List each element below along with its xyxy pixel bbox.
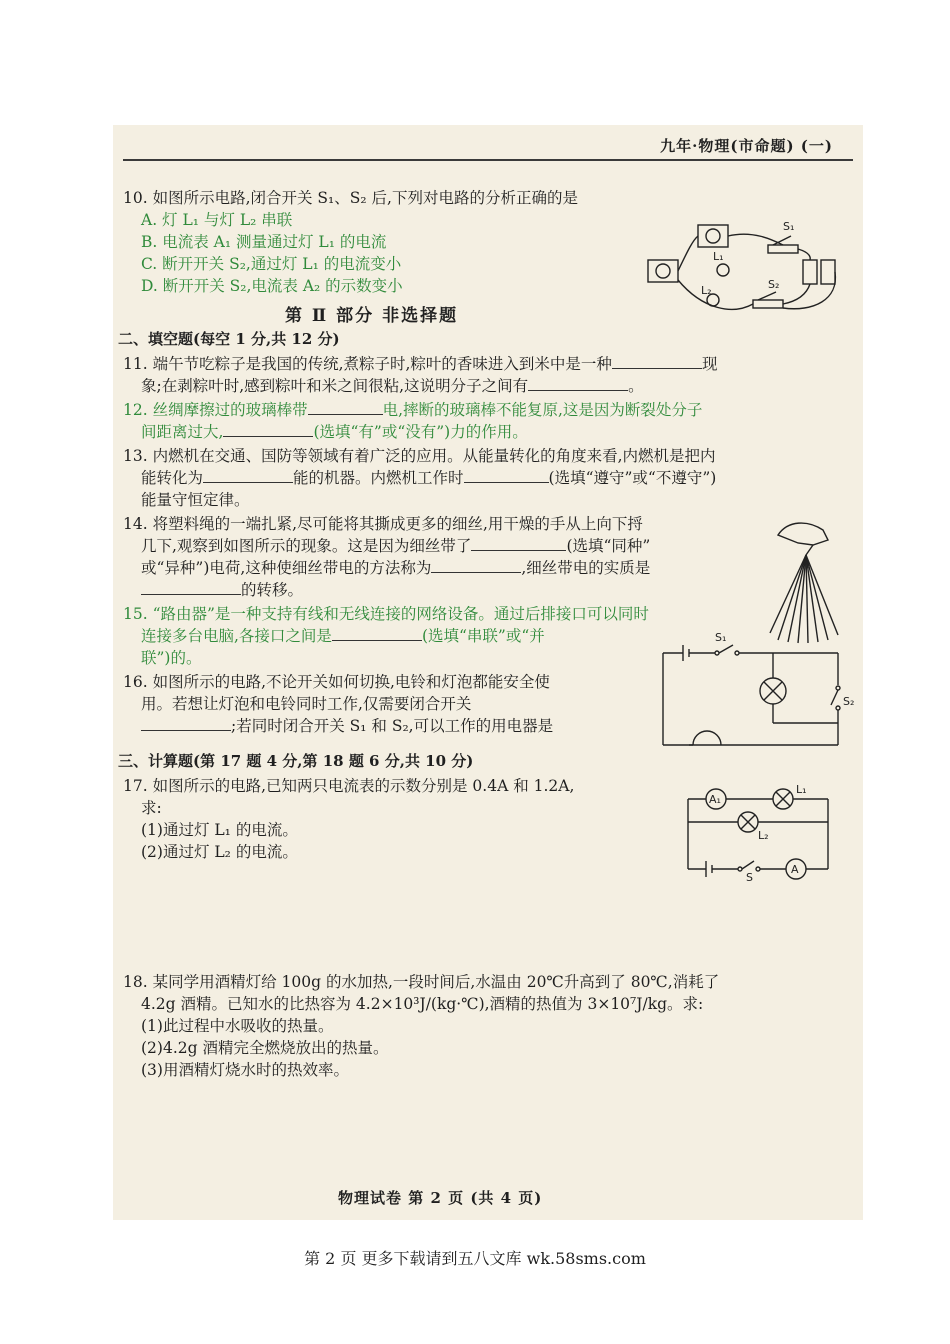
q13-line3: 能量守恒定律。 xyxy=(141,491,250,509)
q12-line2 xyxy=(141,421,528,443)
q12-line2a: 间距离过大, xyxy=(141,423,224,441)
q13-line2b: 能的机器。内燃机工作时 xyxy=(293,469,464,487)
q16-s2-label: S₂ xyxy=(843,695,855,708)
q12-blank-1 xyxy=(308,400,383,415)
q16-line3 xyxy=(141,715,553,737)
q14-blank-1 xyxy=(471,536,566,551)
q17-a1-label: A₁ xyxy=(709,793,721,806)
q18-sub1: (1)此过程中水吸收的热量。 xyxy=(141,1017,334,1035)
q17-a-label: A xyxy=(791,863,799,876)
section2-title: 二、填空题(每空 1 分,共 12 分) xyxy=(118,330,340,348)
q10-option-c: C. 断开开关 S₂,通过灯 L₁ 的电流变小 xyxy=(141,255,402,273)
page-footer: 物理试卷 第 2 页 (共 4 页) xyxy=(338,1189,543,1207)
header-rule xyxy=(123,159,853,161)
q10-option-d: D. 断开开关 S₂,电流表 A₂ 的示数变小 xyxy=(141,277,403,295)
q10-l2-label: L₂ xyxy=(701,284,712,297)
q15-line2 xyxy=(141,625,545,647)
q17-l1-label: L₁ xyxy=(796,783,807,796)
q13-line2a: 能转化为 xyxy=(141,469,204,487)
q12-blank-2 xyxy=(223,422,313,437)
page-header: 九年·物理(市命题) (一) xyxy=(660,137,833,155)
q13-line2 xyxy=(141,467,716,489)
q17-sub2: (2)通过灯 L₂ 的电流。 xyxy=(141,843,298,861)
q12-line1b: 电,摔断的玻璃棒不能复原,这是因为断裂处分子 xyxy=(382,401,703,419)
q14-line2 xyxy=(141,535,650,557)
q16-line2: 用。若想让灯泡和电铃同时工作,仅需要闭合开关 xyxy=(141,695,472,713)
q11-blank-1 xyxy=(612,354,702,369)
q14-line2a: 几下,观察到如图所示的现象。这是因为细丝带了 xyxy=(141,537,472,555)
q18-sub3: (3)用酒精灯烧水时的热效率。 xyxy=(141,1061,349,1079)
q10-option-a: A. 灯 L₁ 与灯 L₂ 串联 xyxy=(141,211,293,229)
q10-l1-label: L₁ xyxy=(713,250,724,263)
q11-line2 xyxy=(141,375,644,397)
q14-blank-3 xyxy=(141,580,241,595)
q17-circuit-figure xyxy=(678,783,838,884)
q16-line3a: ;若同时闭合开关 S₁ 和 S₂,可以工作的用电器是 xyxy=(231,717,554,735)
q11-line1-text: 11. 端午节吃粽子是我国的传统,煮粽子时,粽叶的香味进入到米中是一种 xyxy=(123,355,612,373)
q11-line1 xyxy=(123,353,717,375)
q18-line1: 18. 某同学用酒精灯给 100g 的水加热,一段时间后,水温由 20℃升高到了 80℃,消耗了 xyxy=(123,973,720,991)
q12-line1a: 12. 丝绸摩擦过的玻璃棒带 xyxy=(123,401,308,419)
q10-circuit-figure xyxy=(643,200,843,320)
q10-s2-label: S₂ xyxy=(768,278,780,291)
q14-line3 xyxy=(141,557,650,579)
q12-line1 xyxy=(123,399,702,421)
q14-blank-2 xyxy=(431,558,521,573)
q14-line4 xyxy=(141,579,303,601)
q13-blank-2 xyxy=(464,468,549,483)
q16-blank-1 xyxy=(141,716,231,731)
q10-s1-label: S₁ xyxy=(783,220,795,233)
q15-line2b: (选填“串联”或“并 xyxy=(421,627,545,645)
section3-title: 三、计算题(第 17 题 4 分,第 18 题 6 分,共 10 分) xyxy=(118,752,474,770)
q15-line3: 联”)的。 xyxy=(141,649,202,667)
q15-line2a: 连接多台电脑,各接口之间是 xyxy=(141,627,332,645)
download-note: 第 2 页 更多下载请到五八文库 wk.58sms.com xyxy=(304,1249,646,1268)
q16-s1-label: S₁ xyxy=(715,631,727,644)
q17-s-label: S xyxy=(746,871,753,884)
q14-line2b: (选填“同种” xyxy=(566,537,651,555)
q15-blank-1 xyxy=(332,626,422,641)
q17-line1: 17. 如图所示的电路,已知两只电流表的示数分别是 0.4A 和 1.2A, xyxy=(123,777,575,795)
q14-line4-text: 的转移。 xyxy=(241,581,304,599)
q18-line2: 4.2g 酒精。已知水的比热容为 4.2×10³J/(kg·℃),酒精的热值为 3×10⁷J/kg。求: xyxy=(141,995,704,1013)
q16-circuit-figure xyxy=(653,633,853,753)
q11-line2-end: 。 xyxy=(628,377,644,395)
q17-l2-label: L₂ xyxy=(758,829,769,842)
q18-sub2: (2)4.2g 酒精完全燃烧放出的热量。 xyxy=(141,1039,389,1057)
q17-line2: 求: xyxy=(141,799,162,817)
q13-line2c: (选填“遵守”或“不遵守”) xyxy=(548,469,717,487)
part2-title: 第 Ⅱ 部分 非选择题 xyxy=(285,306,459,326)
q14-line1: 14. 将塑料绳的一端扎紧,尽可能将其撕成更多的细丝,用干燥的手从上向下捋 xyxy=(123,515,643,533)
q14-plastic-strands-figure xyxy=(768,515,848,645)
q15-line1: 15. “路由器”是一种支持有线和无线连接的网络设备。通过后排接口可以同时 xyxy=(123,605,649,623)
q10-stem: 10. 如图所示电路,闭合开关 S₁、S₂ 后,下列对电路的分析正确的是 xyxy=(123,189,578,207)
q12-line2b: (选填“有”或“没有”)力的作用。 xyxy=(313,423,528,441)
q11-blank-2 xyxy=(528,376,628,391)
q17-sub1: (1)通过灯 L₁ 的电流。 xyxy=(141,821,298,839)
q16-line1: 16. 如图所示的电路,不论开关如何切换,电铃和灯泡都能安全使 xyxy=(123,673,550,691)
q10-option-b: B. 电流表 A₁ 测量通过灯 L₁ 的电流 xyxy=(141,233,387,251)
q11-line1-end: 现 xyxy=(701,355,718,373)
q14-line3a: 或“异种”)电荷,这种使细丝带电的方法称为 xyxy=(141,559,432,577)
q14-line3b: ,细丝带电的实质是 xyxy=(521,559,651,577)
q13-line1: 13. 内燃机在交通、国防等领域有着广泛的应用。从能量转化的角度来看,内燃机是把内 xyxy=(123,447,716,465)
q13-blank-1 xyxy=(203,468,293,483)
q11-line2-text: 象;在剥粽叶时,感到粽叶和米之间很粘,这说明分子之间有 xyxy=(141,377,529,395)
exam-page xyxy=(113,125,863,1220)
